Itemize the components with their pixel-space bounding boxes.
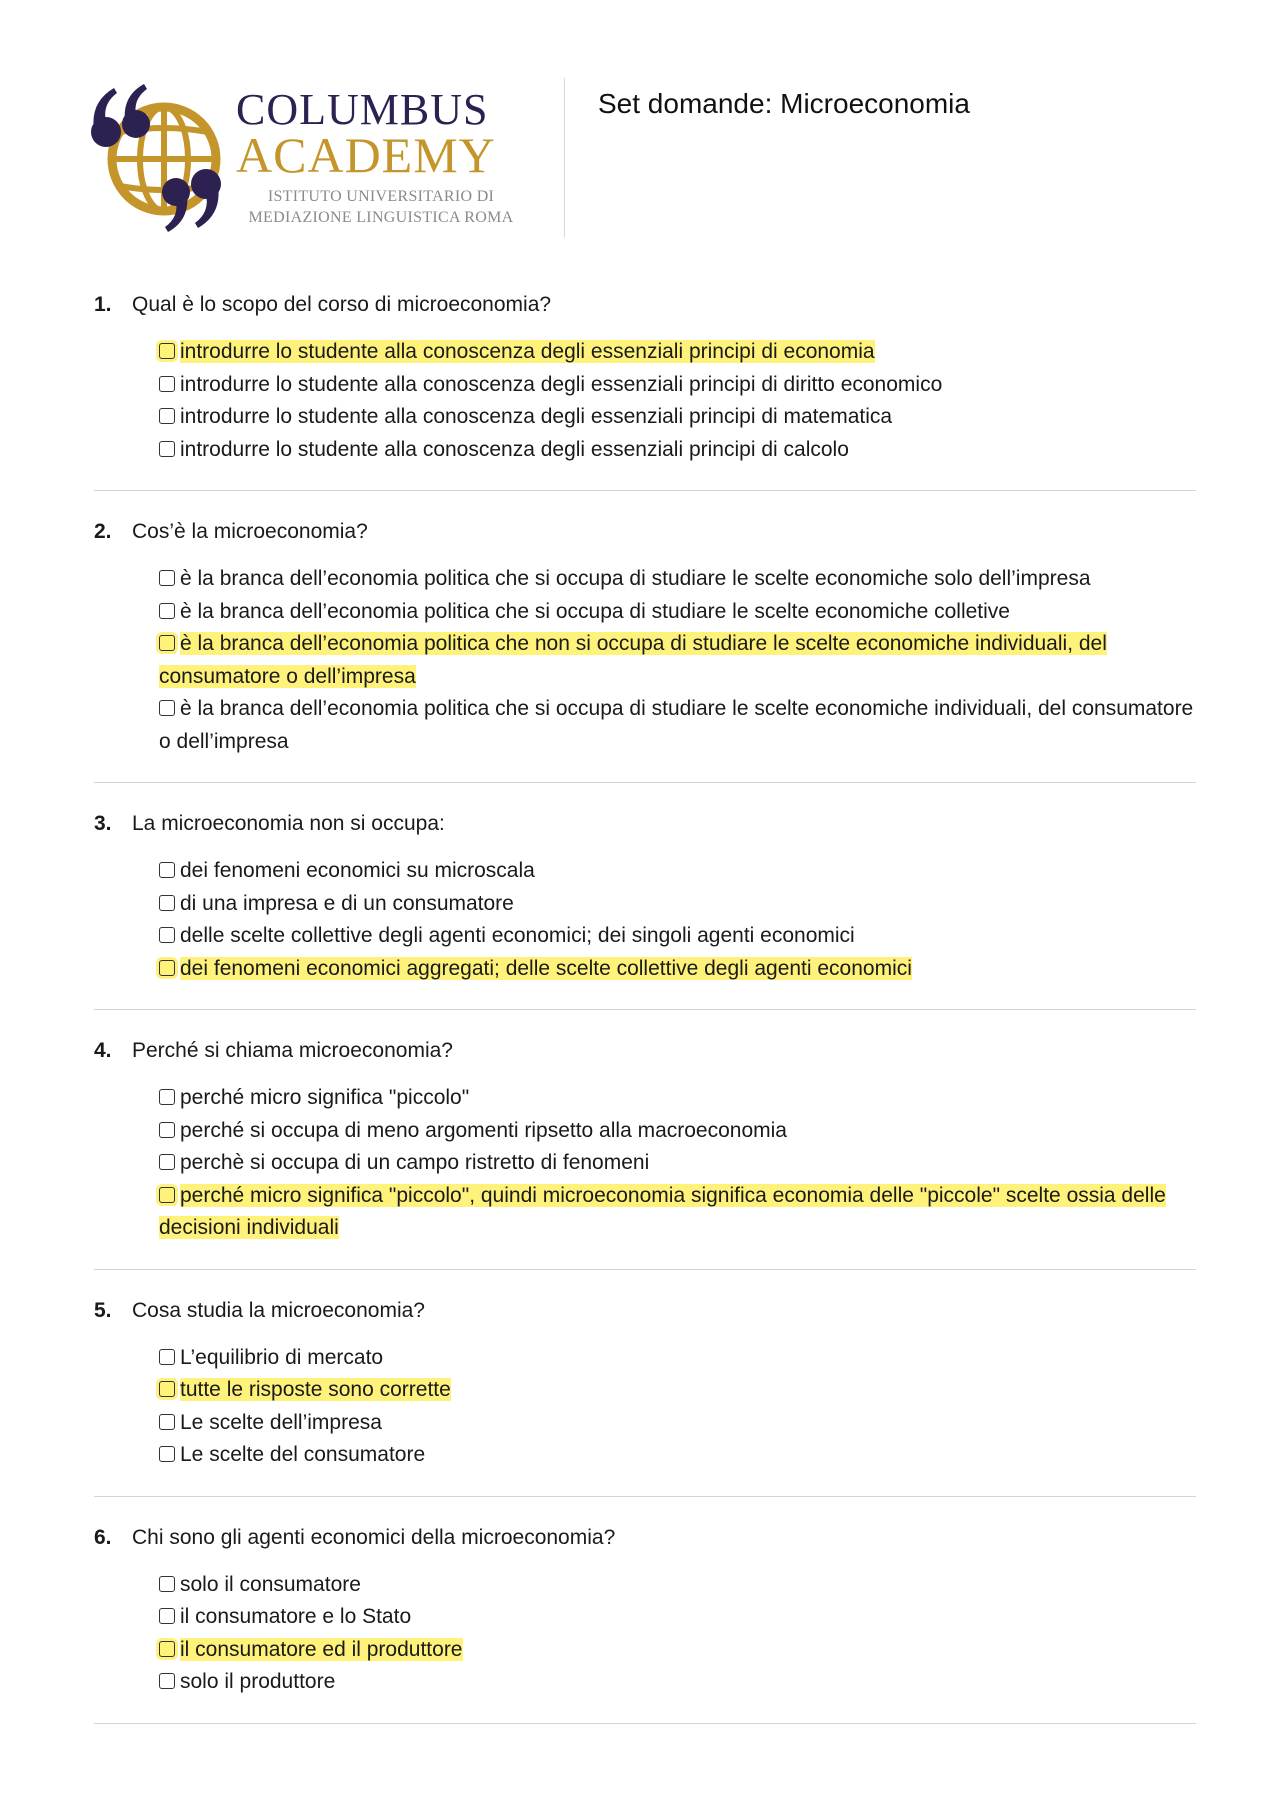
checkbox-icon[interactable] <box>159 343 175 359</box>
question-heading <box>94 809 1196 839</box>
checkbox-icon[interactable] <box>159 1154 175 1170</box>
answer-option[interactable] <box>159 855 1196 888</box>
answer-option-text: è la branca dell’economia politica che si occupa di studiare le scelte economiche solo dell’impresa <box>180 567 1091 590</box>
question-text: Qual è lo scopo del corso di microeconomia? <box>132 293 552 316</box>
question-heading <box>94 1296 1196 1326</box>
answer-option[interactable] <box>159 401 1196 434</box>
question-heading <box>94 517 1196 547</box>
answer-option[interactable] <box>159 1407 1196 1440</box>
answer-option[interactable] <box>159 920 1196 953</box>
checkbox-icon[interactable] <box>159 1641 175 1657</box>
globe-quotes-logo-icon <box>84 84 226 234</box>
checkbox-icon[interactable] <box>159 862 175 878</box>
answer-option-text: dei fenomeni economici aggregati; delle scelte collettive degli agenti economici <box>180 956 912 980</box>
answer-option[interactable] <box>159 1439 1196 1472</box>
checkbox-icon[interactable] <box>159 441 175 457</box>
answer-options <box>159 1342 1196 1472</box>
answer-option-text: L’equilibrio di mercato <box>180 1345 384 1369</box>
question-block <box>94 290 1196 491</box>
answer-option-text: introdurre lo studente alla conoscenza degli essenziali principi di economia <box>180 340 875 363</box>
question-number: 6. <box>94 1525 112 1549</box>
answer-option-highlighted[interactable] <box>159 1634 1196 1667</box>
answer-option-text: delle scelte collettive degli agenti economici; dei singoli agenti economici <box>180 924 855 947</box>
answer-option-text: il consumatore ed il produttore <box>180 1637 463 1661</box>
answer-option-highlighted[interactable] <box>159 628 1196 693</box>
checkbox-icon[interactable] <box>159 927 175 943</box>
answer-options <box>159 563 1196 758</box>
answer-option-text: di una impresa e di un consumatore <box>180 891 514 915</box>
answer-option[interactable] <box>159 1601 1196 1634</box>
checkbox-icon[interactable] <box>159 1187 175 1203</box>
answer-option-text: Le scelte dell’impresa <box>180 1410 382 1434</box>
question-number: 5. <box>94 1298 112 1322</box>
answer-option-text: perché micro significa "piccolo", quindi microeconomia significa economia delle "piccole" scelte ossia delle decisioni individuali <box>159 1183 1166 1239</box>
answer-option-highlighted[interactable] <box>159 1180 1196 1245</box>
answer-options <box>159 1082 1196 1245</box>
checkbox-icon[interactable] <box>159 376 175 392</box>
answer-option[interactable] <box>159 1082 1196 1115</box>
checkbox-icon[interactable] <box>159 700 175 716</box>
question-list <box>94 290 1196 1750</box>
checkbox-icon[interactable] <box>159 1349 175 1365</box>
answer-option-text: perché si occupa di meno argomenti ripsetto alla macroeconomia <box>180 1118 787 1142</box>
brand-subtitle-line1: ISTITUTO UNIVERSITARIO DI <box>267 188 495 205</box>
checkbox-icon[interactable] <box>159 1608 175 1624</box>
brand-subtitle-line2: MEDIAZIONE LINGUISTICA ROMA <box>248 209 514 226</box>
answer-option[interactable] <box>159 369 1196 402</box>
question-number: 4. <box>94 1039 112 1062</box>
checkbox-icon[interactable] <box>159 1089 175 1105</box>
answer-option-text: è la branca dell’economia politica che non si occupa di studiare le scelte economiche individuali, del consumatore o dell’impresa <box>159 632 1107 688</box>
question-text: Chi sono gli agenti economici della microeconomia? <box>132 1525 616 1549</box>
columbus-academy-logo <box>84 84 524 234</box>
checkbox-icon[interactable] <box>159 1673 175 1689</box>
brand-name-line2: ACADEMY <box>236 127 496 183</box>
answer-option[interactable] <box>159 888 1196 921</box>
question-block <box>94 1523 1196 1724</box>
answer-options <box>159 1569 1196 1699</box>
answer-option[interactable] <box>159 434 1196 467</box>
page-header <box>84 78 1196 238</box>
answer-option-highlighted[interactable] <box>159 953 1196 986</box>
answer-option[interactable] <box>159 1115 1196 1148</box>
answer-option-highlighted[interactable] <box>159 336 1196 369</box>
question-text: Cos’è la microeconomia? <box>132 520 368 543</box>
answer-option-text: introdurre lo studente alla conoscenza degli essenziali principi di diritto economico <box>180 372 943 396</box>
question-block <box>94 1036 1196 1270</box>
question-number: 2. <box>94 520 112 543</box>
checkbox-icon[interactable] <box>159 960 175 976</box>
checkbox-icon[interactable] <box>159 1122 175 1138</box>
checkbox-icon[interactable] <box>159 408 175 424</box>
answer-option[interactable] <box>159 1569 1196 1602</box>
answer-options <box>159 855 1196 985</box>
checkbox-icon[interactable] <box>159 1381 175 1397</box>
answer-option-text: introdurre lo studente alla conoscenza degli essenziali principi di calcolo <box>180 437 849 461</box>
answer-option-text: è la branca dell’economia politica che si occupa di studiare le scelte economiche individuali, del consumatore o dell’impresa <box>159 697 1194 753</box>
answer-option[interactable] <box>159 1147 1196 1180</box>
question-heading <box>94 1036 1196 1066</box>
answer-option-text: dei fenomeni economici su microscala <box>180 859 535 882</box>
answer-option-highlighted[interactable] <box>159 1374 1196 1407</box>
brand-subtitle <box>236 186 526 228</box>
answer-option-text: perché micro significa "piccolo" <box>180 1086 470 1109</box>
answer-option-text: solo il consumatore <box>180 1572 361 1596</box>
question-block <box>94 1296 1196 1497</box>
answer-option-text: introdurre lo studente alla conoscenza degli essenziali principi di matematica <box>180 405 893 428</box>
question-text: Perché si chiama microeconomia? <box>132 1039 453 1062</box>
answer-option[interactable] <box>159 1342 1196 1375</box>
question-block <box>94 517 1196 783</box>
brand-name-line1: COLUMBUS <box>236 85 489 134</box>
checkbox-icon[interactable] <box>159 635 175 651</box>
logo-wordmark <box>236 85 526 228</box>
answer-option[interactable] <box>159 1666 1196 1699</box>
answer-option-text: perchè si occupa di un campo ristretto di fenomeni <box>180 1151 650 1174</box>
checkbox-icon[interactable] <box>159 895 175 911</box>
answer-option-text: il consumatore e lo Stato <box>180 1605 412 1628</box>
question-number: 1. <box>94 293 112 316</box>
checkbox-icon[interactable] <box>159 1446 175 1462</box>
answer-option-text: tutte le risposte sono corrette <box>180 1378 451 1401</box>
checkbox-icon[interactable] <box>159 1576 175 1592</box>
question-heading <box>94 290 1196 320</box>
question-heading <box>94 1523 1196 1553</box>
answer-option-text: Le scelte del consumatore <box>180 1443 426 1466</box>
question-block <box>94 809 1196 1010</box>
checkbox-icon[interactable] <box>159 603 175 619</box>
checkbox-icon[interactable] <box>159 1414 175 1430</box>
answer-option-text: è la branca dell’economia politica che si occupa di studiare le scelte economiche colletive <box>180 599 1010 623</box>
question-text: La microeconomia non si occupa: <box>132 812 445 835</box>
answer-option-text: solo il produttore <box>180 1670 336 1693</box>
answer-option[interactable] <box>159 693 1196 758</box>
answer-options <box>159 336 1196 466</box>
checkbox-icon[interactable] <box>159 570 175 586</box>
question-number: 3. <box>94 812 112 835</box>
answer-option[interactable] <box>159 596 1196 629</box>
page-title: Set domande: Microeconomia <box>598 88 970 119</box>
header-divider <box>564 78 565 238</box>
question-text: Cosa studia la microeconomia? <box>132 1298 425 1322</box>
answer-option[interactable] <box>159 563 1196 596</box>
